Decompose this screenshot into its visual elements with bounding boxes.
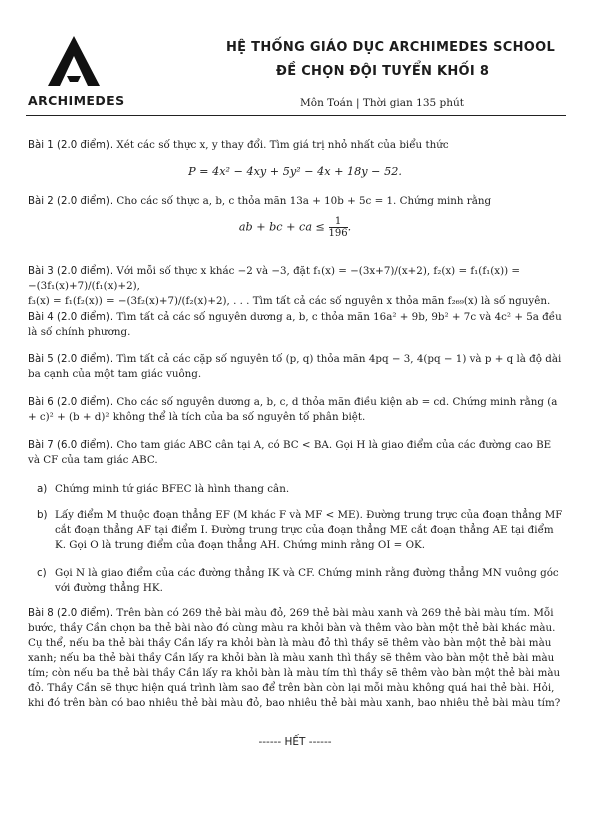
problem-8 — [28, 606, 563, 711]
problem-5 — [28, 352, 563, 382]
problem-6 — [28, 395, 563, 425]
brand-name: ARCHIMEDES — [28, 93, 125, 108]
problem-6-text: Cho các số nguyên dương a, b, c, d thỏa mãn điều kiện ab = cd. Chứng minh rằng (a + c)² + (b + d)² không thể là tích của ba số nguyên tố phân biệt. — [28, 396, 558, 423]
problem-8-heading: Bài 8 (2.0 điểm). — [28, 608, 114, 619]
fraction-numerator: 1 — [329, 216, 348, 228]
exam-title: ĐỀ CHỌN ĐỘI TUYỂN KHỐI 8 — [276, 64, 490, 79]
problem-2-eq-left: ab + bc + ca ≤ — [238, 220, 325, 234]
problem-4-heading: Bài 4 (2.0 điểm). — [28, 312, 114, 323]
problem-7c-text: Gọi N là giao điểm của các đường thẳng IK và CF. Chứng minh rằng đường thẳng MN vuông góc với đường thẳng HK. — [55, 567, 559, 594]
problem-7b-text: Lấy điểm M thuộc đoạn thẳng EF (M khác F và MF < ME). Đường trung trực của đoạn thẳng MF cắt đoạn thẳng AF tại điểm I. Đường trung trực của đoạn thẳng ME cắt đoạn thẳng AE tại điểm K. Gọi O là trung điểm của đoạn thẳng AH. Chứng minh rằng OI = OK. — [55, 509, 563, 551]
problem-2-fraction — [329, 216, 348, 239]
problem-1-heading: Bài 1 (2.0 điểm). — [28, 140, 114, 151]
problem-3 — [28, 264, 563, 309]
problem-7c-label: c) — [37, 567, 47, 579]
problem-6-heading: Bài 6 (2.0 điểm). — [28, 397, 114, 408]
problem-1-equation: P = 4x² − 4xy + 5y² − 4x + 18y − 52. — [188, 165, 402, 178]
problem-1 — [28, 138, 563, 153]
problem-3-line-1: Với mỗi số thực x khác −2 và −3, đặt f₁(x) = −(3x+7)/(x+2), f₂(x) = f₁(f₁(x)) = −(3f₁(x)+7)/(f₁(x)+2), — [28, 265, 521, 292]
problem-7b-label: b) — [37, 509, 48, 521]
problem-7a — [37, 482, 565, 497]
problem-7a-label: a) — [37, 483, 48, 495]
problem-8-text: Trên bàn có 269 thẻ bài màu đỏ, 269 thẻ bài màu xanh và 269 thẻ bài màu tím. Mỗi bước, thầy Cần chọn ba thẻ bài nào đó cùng màu ra khỏi bàn và thêm vào bàn một thẻ bài khác màu. Cụ thể, nếu ba thẻ bài thầy Cần lấy ra khỏi bàn là màu đỏ thì thầy sẽ thêm vào bàn một thẻ bài màu xanh; nếu ba thẻ bài thầy Cần lấy ra khỏi bàn là màu xanh thì thầy sẽ thêm vào bàn một thẻ bài màu tím; còn nếu ba thẻ bài thầy Cần lấy ra khỏi bàn là màu tím thì thầy sẽ thêm vào bàn một thẻ bài màu đỏ. Thầy Cần sẽ thực hiện quá trình làm sao để trên bàn còn lại mỗi màu không quá hai thẻ bài. Hỏi, khi đó trên bàn có bao nhiêu thẻ bài màu đỏ, bao nhiêu thẻ bài màu xanh, bao nhiêu thẻ bài màu tím? — [28, 607, 561, 709]
problem-4-text: Tìm tất cả các số nguyên dương a, b, c thỏa mãn 16a² + 9b, 9b² + 7c và 4c² + 5a đều là số chính phương. — [28, 311, 562, 338]
problem-4 — [28, 310, 563, 340]
problem-5-text: Tìm tất cả các cặp số nguyên tố (p, q) thỏa mãn 4pq − 3, 4(pq − 1) và p + q là độ dài ba cạnh của một tam giác vuông. — [28, 353, 562, 380]
school-title: HỆ THỐNG GIÁO DỤC ARCHIMEDES SCHOOL — [226, 40, 556, 55]
header-divider — [26, 115, 566, 116]
problem-3-heading: Bài 3 (2.0 điểm). — [28, 266, 114, 277]
problem-2-eq-end: . — [347, 220, 352, 234]
problem-2-text: Cho các số thực a, b, c thỏa mãn 13a + 10b + 5c = 1. Chứng minh rằng — [116, 195, 492, 207]
problem-7-text: Cho tam giác ABC cân tại A, có BC < BA. Gọi H là giao điểm của các đường cao BE và CF của tam giác ABC. — [28, 439, 552, 466]
fraction-denominator: 196 — [328, 228, 348, 239]
problem-7-heading: Bài 7 (6.0 điểm). — [28, 440, 114, 451]
problem-2-equation — [0, 216, 590, 239]
problem-2-heading: Bài 2 (2.0 điểm). — [28, 196, 114, 207]
archimedes-logo-icon — [48, 36, 100, 86]
problem-5-heading: Bài 5 (2.0 điểm). — [28, 354, 114, 365]
problem-7c — [37, 566, 565, 596]
problem-7b — [37, 508, 565, 553]
problem-7 — [28, 438, 563, 468]
problem-3-line-2: f₃(x) = f₁(f₂(x)) = −(3f₂(x)+7)/(f₂(x)+2), . . . Tìm tất cả các số nguyên x thỏa mãn f₂₆₉(x) là số nguyên. — [28, 295, 551, 307]
subject-time: Môn Toán | Thời gian 135 phút — [300, 97, 464, 109]
problem-2 — [28, 194, 563, 209]
problem-7a-text: Chứng minh tứ giác BFEC là hình thang cân. — [55, 483, 290, 495]
end-marker: ------ HẾT ------ — [258, 736, 332, 748]
problem-1-text: Xét các số thực x, y thay đổi. Tìm giá trị nhỏ nhất của biểu thức — [116, 139, 449, 151]
